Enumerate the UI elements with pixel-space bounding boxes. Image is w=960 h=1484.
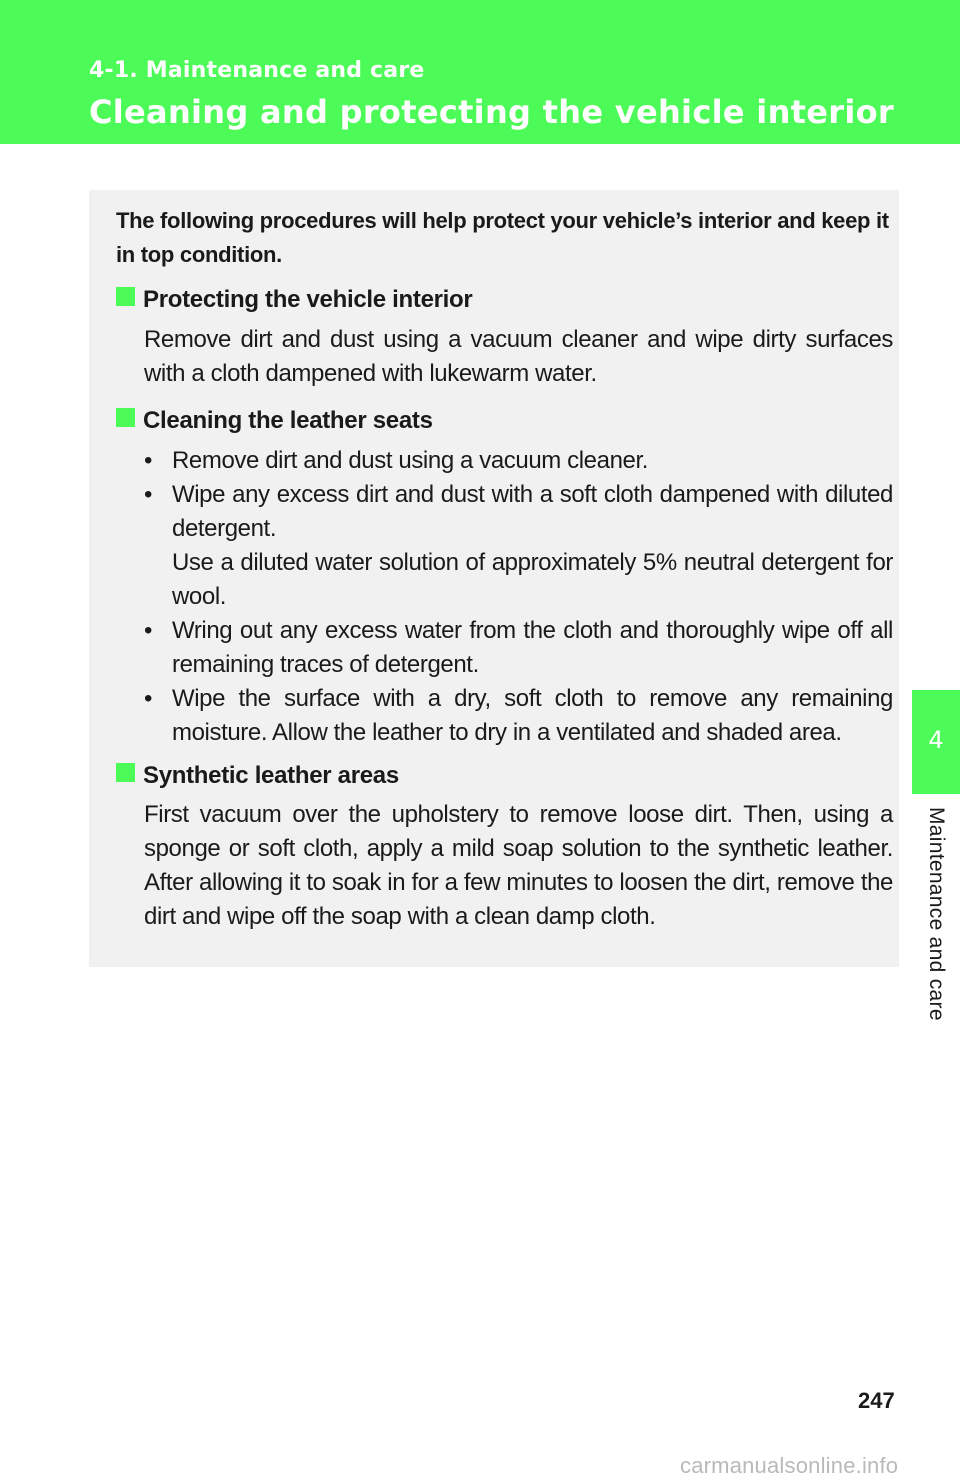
page-number: 247: [858, 1388, 895, 1413]
bullet-icon: •: [144, 685, 153, 712]
green-square-icon: [116, 408, 135, 427]
leather-seats-list: [144, 444, 893, 750]
bullet-icon: •: [144, 617, 153, 644]
section-label: 4-1. Maintenance and care: [89, 58, 425, 83]
list-item-text: Remove dirt and dust using a vacuum cleaner.: [172, 447, 649, 474]
bullet-icon: •: [144, 447, 153, 474]
page-header: [0, 0, 960, 144]
content-box: [89, 190, 899, 967]
list-item-text: Wipe any excess dirt and dust with a soft cloth dampened with diluted detergent.: [172, 481, 893, 542]
list-item: [144, 682, 893, 750]
heading-label: Cleaning the leather seats: [143, 407, 433, 434]
paragraph-protecting-interior: Remove dirt and dust using a vacuum cleaner and wipe dirty surfaces with a cloth dampened with lukewarm water.: [144, 326, 893, 387]
bullet-icon: •: [144, 481, 153, 508]
list-item: [144, 444, 893, 478]
green-square-icon: [116, 287, 135, 306]
heading-protecting-interior: [116, 285, 472, 315]
chapter-number: 4: [928, 726, 944, 754]
heading-label: Protecting the vehicle interior: [143, 286, 473, 313]
chapter-label: Maintenance and care: [925, 807, 948, 1021]
heading-synthetic-leather: [116, 761, 399, 791]
list-item-text: Wipe the surface with a dry, soft cloth to remove any remaining moisture. Allow the leather to dry in a ventilated and shaded area.: [172, 685, 893, 746]
list-item-subtext: Use a diluted water solution of approximately 5% neutral detergent for wool.: [172, 549, 893, 610]
list-item: [144, 478, 893, 614]
watermark: carmanualsonline.info: [680, 1453, 899, 1478]
list-item-text: Wring out any excess water from the cloth and thoroughly wipe off all remaining traces of detergent.: [172, 617, 893, 678]
list-item: [144, 614, 893, 682]
heading-label: Synthetic leather areas: [143, 762, 399, 789]
green-square-icon: [116, 763, 135, 782]
chapter-tab: [912, 690, 960, 794]
heading-leather-seats: [116, 406, 433, 436]
intro-text: The following procedures will help protect your vehicle’s interior and keep it in top condition.: [116, 208, 889, 267]
paragraph-synthetic-leather: First vacuum over the upholstery to remove loose dirt. Then, using a sponge or soft cloth, apply a mild soap solution to the synthetic leather. After allowing it to soak in for a few minutes to loosen the dirt, remove the dirt and wipe off the soap with a clean damp cloth.: [144, 801, 893, 930]
page-title: Cleaning and protecting the vehicle interior: [89, 93, 894, 131]
